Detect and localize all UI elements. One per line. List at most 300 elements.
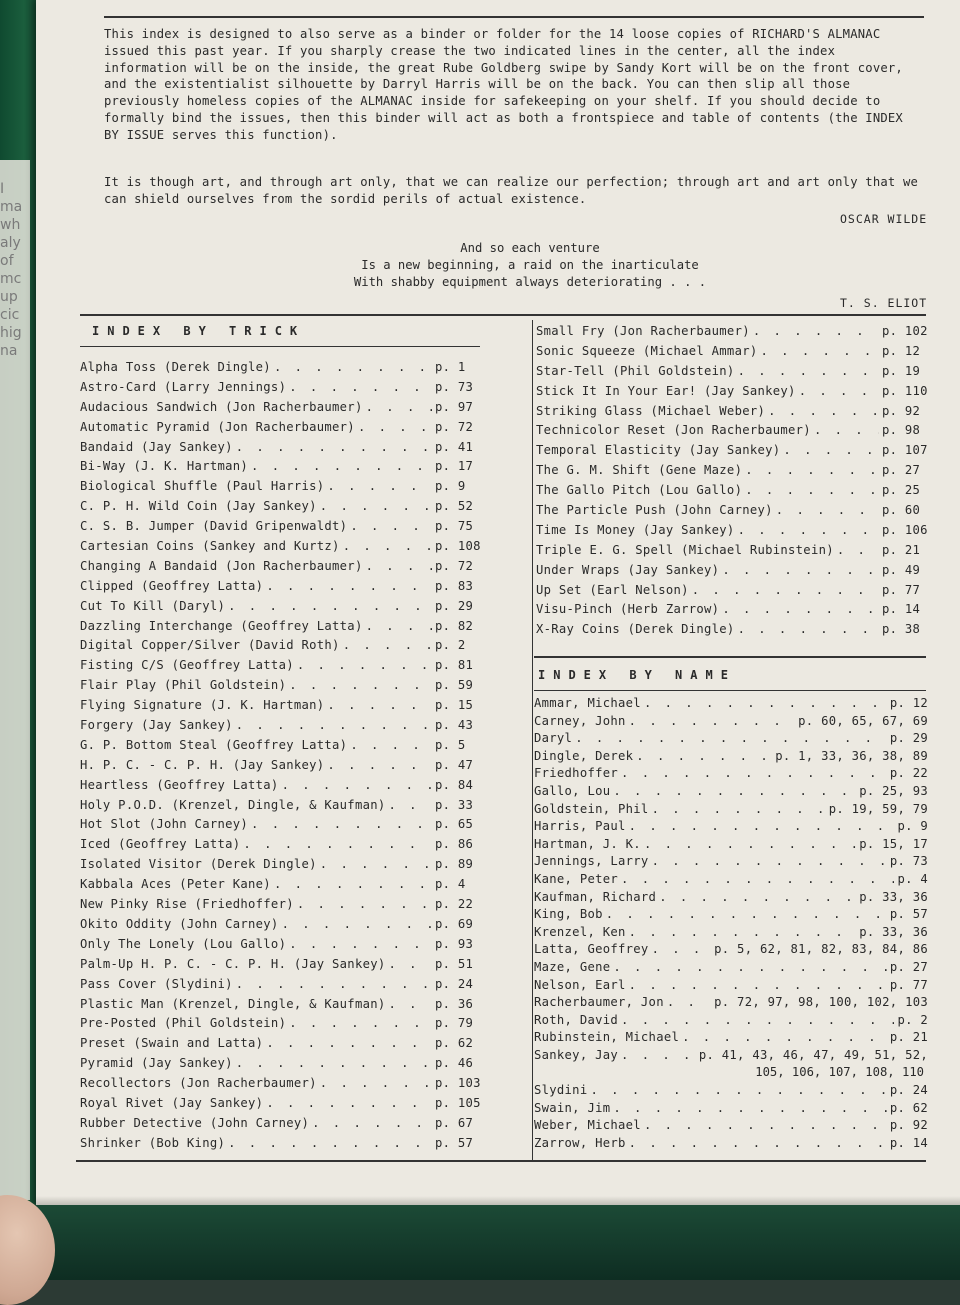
- dot-leader: [236, 440, 432, 454]
- dot-leader: [776, 503, 879, 517]
- trick-title: Triple E. G. Spell (Michael Rubinstein): [536, 542, 834, 557]
- name-label: Hartman, J. K.: [534, 836, 641, 851]
- name-pages: p. 92: [889, 1118, 928, 1133]
- trick-title: H. P. C. - C. P. H. (Jay Sankey): [80, 757, 325, 772]
- trick-entry: [80, 738, 485, 758]
- trick-title: Pre-Posted (Phil Goldstein): [80, 1016, 287, 1031]
- dot-leader: [297, 658, 432, 672]
- name-pages: p. 33, 36: [859, 889, 928, 904]
- dot-leader: [389, 997, 433, 1011]
- name-label: Rubinstein, Michael: [534, 1030, 680, 1045]
- name-entry: [534, 714, 928, 732]
- trick-title: Cut To Kill (Daryl): [80, 598, 226, 613]
- trick-page: p. 97: [435, 399, 474, 414]
- dot-leader: [350, 738, 432, 752]
- trick-entry: [80, 798, 485, 818]
- dot-leader: [761, 344, 880, 358]
- intro-paragraph: This index is designed to also serve as a binder or folder for the 14 loose copies of RICHARD'S ALMANAC issued this past year. If you sharply crease the two indicated lines in the center, all the index information will be on the inside, the great Rube Goldberg swipe by Sandy Kort will be on the front cover, and the existentialist silhouette by Darryl Harris will be on the back. You can then slip all those previously homeless copies of the ALMANAC inside for safekeeping on your shelf. If you should decide to formally bind the issues, then this binder will act as both a frontspiece and table of contents (the INDEX BY ISSUE serves this function).: [104, 27, 903, 142]
- dot-leader: [644, 837, 856, 851]
- name-label: Goldstein, Phil: [534, 801, 649, 816]
- name-entry: [534, 872, 928, 890]
- trick-page: p. 98: [882, 423, 921, 438]
- trick-title: Up Set (Earl Nelson): [536, 582, 689, 597]
- name-entry: [534, 784, 928, 802]
- dot-leader: [289, 380, 432, 394]
- dot-leader: [606, 907, 887, 921]
- trick-title: The Gallo Pitch (Lou Gallo): [536, 483, 743, 498]
- trick-entry: [536, 602, 928, 622]
- trick-title: Cartesian Coins (Sankey and Kurtz): [80, 539, 340, 554]
- name-heading-rule: [534, 690, 926, 691]
- dot-leader: [274, 360, 432, 374]
- trick-page: p. 79: [435, 1016, 474, 1031]
- dot-leader: [682, 1030, 887, 1044]
- trick-entry: [536, 364, 928, 384]
- trick-heading-rule: [80, 346, 480, 347]
- name-label: Friedhoffer: [534, 766, 619, 781]
- index-top-rule: [80, 314, 926, 316]
- trick-entry: [80, 837, 485, 857]
- name-entry: [534, 1118, 928, 1136]
- trick-entry: [536, 483, 928, 503]
- dot-leader: [289, 937, 432, 951]
- trick-title: The G. M. Shift (Gene Maze): [536, 463, 743, 478]
- trick-page: p. 38: [882, 622, 921, 637]
- trick-entry: [536, 583, 928, 603]
- name-entry: [534, 960, 928, 978]
- name-entry: [534, 907, 928, 925]
- trick-entry: [80, 539, 485, 559]
- name-entry: [534, 766, 928, 784]
- trick-index-heading: INDEX BY TRICK: [92, 324, 306, 338]
- name-label: Dingle, Derek: [534, 748, 634, 763]
- name-pages: p. 33, 36: [859, 924, 928, 939]
- trick-page: p. 83: [435, 578, 474, 593]
- dot-leader: [327, 758, 432, 772]
- name-label: Sankey, Jay: [534, 1047, 619, 1062]
- trick-entry: [536, 543, 928, 563]
- dot-leader: [320, 857, 432, 871]
- dot-leader: [837, 543, 879, 557]
- trick-page: p. 92: [882, 403, 921, 418]
- name-label: Nelson, Earl: [534, 977, 626, 992]
- trick-entry: [80, 1076, 485, 1096]
- name-pages: p. 62: [889, 1100, 928, 1115]
- dot-leader: [652, 942, 712, 956]
- dot-leader: [282, 778, 432, 792]
- trick-title: Biological Shuffle (Paul Harris): [80, 479, 325, 494]
- trick-title: Technicolor Reset (Jon Racherbaumer): [536, 423, 811, 438]
- column-divider: [532, 320, 533, 1160]
- trick-title: G. P. Bottom Steal (Geoffrey Latta): [80, 737, 348, 752]
- trick-entry: [80, 917, 485, 937]
- dot-leader: [389, 957, 433, 971]
- trick-entry: [536, 443, 928, 463]
- trick-page: p. 25: [882, 483, 921, 498]
- name-pages: p. 12: [889, 696, 928, 710]
- trick-page: p. 75: [435, 519, 474, 534]
- underlying-text-line: hig: [0, 325, 22, 341]
- trick-title: Digital Copper/Silver (David Roth): [80, 638, 340, 653]
- trick-page: p. 77: [882, 582, 921, 597]
- dot-leader: [745, 463, 879, 477]
- name-top-rule: [534, 656, 926, 658]
- trick-title: X-Ray Coins (Derek Dingle): [536, 622, 735, 637]
- dot-leader: [692, 583, 879, 597]
- dot-leader: [236, 977, 432, 991]
- trick-page: p. 17: [435, 459, 474, 474]
- dot-leader: [274, 877, 432, 891]
- trick-title: Pass Cover (Slydini): [80, 976, 233, 991]
- name-label: Roth, David: [534, 1012, 619, 1027]
- trick-title: Only The Lonely (Lou Gallo): [80, 936, 287, 951]
- dot-leader: [738, 622, 879, 636]
- trick-entry: [80, 499, 485, 519]
- trick-entry: [80, 380, 485, 400]
- trick-entry: [80, 599, 485, 619]
- trick-title: Changing A Bandaid (Jon Racherbaumer): [80, 558, 363, 573]
- trick-title: C. S. B. Jumper (David Gripenwaldt): [80, 519, 348, 534]
- dot-leader: [289, 1016, 432, 1030]
- dot-leader: [343, 638, 432, 652]
- trick-entry: [80, 459, 485, 479]
- trick-entry: [80, 519, 485, 539]
- trick-entry: [80, 1016, 485, 1036]
- name-index-heading: INDEX BY NAME: [538, 668, 736, 682]
- trick-entry: [536, 523, 928, 543]
- name-entry: [534, 1136, 928, 1154]
- trick-page: p. 2: [435, 638, 466, 653]
- name-pages: p. 1, 33, 36, 38, 89: [775, 748, 928, 763]
- trick-title: Pyramid (Jay Sankey): [80, 1056, 233, 1071]
- trick-entry: [536, 463, 928, 483]
- name-pages: p. 25, 93: [859, 783, 928, 798]
- trick-page: p. 24: [435, 976, 474, 991]
- name-entry: [534, 731, 928, 749]
- dot-leader: [266, 579, 432, 593]
- name-label: Gallo, Lou: [534, 783, 611, 798]
- trick-page: p. 60: [882, 503, 921, 518]
- name-label: King, Bob: [534, 907, 603, 922]
- trick-title: Flying Signature (J. K. Hartman): [80, 698, 325, 713]
- trick-entry: [536, 503, 928, 523]
- trick-title: Holy P.O.D. (Krenzel, Dingle, & Kaufman): [80, 797, 386, 812]
- dot-leader: [243, 837, 432, 851]
- dot-leader: [320, 499, 432, 513]
- trick-page: p. 51: [435, 956, 474, 971]
- name-label: Kane, Peter: [534, 871, 619, 886]
- name-pages: p. 5, 62, 81, 82, 83, 84, 86: [714, 942, 928, 957]
- dot-leader: [799, 384, 879, 398]
- trick-page: p. 93: [435, 936, 474, 951]
- trick-page: p. 5: [435, 737, 466, 752]
- dot-leader: [636, 749, 772, 763]
- dot-leader: [738, 523, 879, 537]
- name-label: Slydini: [534, 1083, 588, 1098]
- trick-title: Bi-Way (J. K. Hartman): [80, 459, 249, 474]
- name-pages: p. 60, 65, 67, 69: [798, 713, 928, 728]
- underlying-text-line: of: [0, 253, 14, 269]
- name-pages: p. 4: [897, 871, 928, 886]
- trick-title: Star-Tell (Phil Goldstein): [536, 363, 735, 378]
- dot-leader: [652, 854, 887, 868]
- trick-page: p. 36: [435, 996, 474, 1011]
- trick-title: Time Is Money (Jay Sankey): [536, 522, 735, 537]
- name-pages: p. 9: [897, 819, 928, 834]
- underlying-text-line: cic: [0, 307, 20, 323]
- trick-page: p. 15: [435, 698, 474, 713]
- trick-entry: [80, 957, 485, 977]
- name-index-list: [534, 696, 928, 1153]
- trick-title: Alpha Toss (Derek Dingle): [80, 360, 271, 374]
- underlying-text-line: mc: [0, 271, 22, 287]
- trick-entry: [536, 324, 928, 344]
- name-pages-continued: 105, 106, 107, 108, 110: [755, 1065, 924, 1080]
- dot-leader: [613, 784, 856, 798]
- eliot-line: Is a new beginning, a raid on the inarticulate: [361, 258, 699, 272]
- trick-entry: [80, 778, 485, 798]
- trick-title: The Particle Push (John Carney): [536, 503, 773, 518]
- trick-entry: [80, 997, 485, 1017]
- trick-title: Visu-Pinch (Herb Zarrow): [536, 602, 720, 617]
- trick-title: Palm-Up H. P. C. - C. P. H. (Jay Sankey): [80, 956, 386, 971]
- name-entry: [534, 1101, 928, 1119]
- dot-leader: [814, 423, 879, 437]
- trick-page: p. 41: [435, 439, 474, 454]
- underlying-text-line: wh: [0, 217, 21, 233]
- dot-leader: [629, 714, 796, 728]
- trick-page: p. 106: [882, 522, 928, 537]
- name-entry: [534, 978, 928, 996]
- dot-leader: [327, 479, 432, 493]
- trick-entry: [536, 622, 928, 642]
- trick-title: Okito Oddity (John Carney): [80, 916, 279, 931]
- trick-page: p. 27: [882, 463, 921, 478]
- trick-entry: [80, 400, 485, 420]
- trick-page: p. 103: [435, 1076, 481, 1091]
- book-cover-bottom: [0, 1205, 960, 1280]
- trick-page: p. 49: [882, 562, 921, 577]
- trick-title: Rubber Detective (John Carney): [80, 1115, 310, 1130]
- trick-page: p. 12: [882, 343, 921, 358]
- dot-leader: [738, 364, 879, 378]
- index-bottom-rule: [76, 1160, 926, 1162]
- dot-leader: [236, 718, 432, 732]
- trick-title: Hot Slot (John Carney): [80, 817, 249, 832]
- trick-page: p. 102: [882, 324, 928, 338]
- name-pages: p. 27: [889, 959, 928, 974]
- trick-entry: [80, 817, 485, 837]
- name-pages: p. 15, 17: [859, 836, 928, 851]
- dot-leader: [228, 599, 432, 613]
- trick-title: Astro-Card (Larry Jennings): [80, 379, 287, 394]
- dot-leader: [358, 420, 432, 434]
- trick-title: Bandaid (Jay Sankey): [80, 439, 233, 454]
- trick-entry: [80, 718, 485, 738]
- trick-page: p. 65: [435, 817, 474, 832]
- trick-entry: [80, 1116, 485, 1136]
- name-entry: [534, 696, 928, 714]
- trick-page: p. 47: [435, 757, 474, 772]
- trick-index-right-column: [536, 324, 928, 642]
- name-label: Daryl: [534, 731, 573, 746]
- trick-title: Plastic Man (Krenzel, Dingle, & Kaufman): [80, 996, 386, 1011]
- name-label: Latta, Geoffrey: [534, 942, 649, 957]
- name-entry: [534, 942, 928, 960]
- trick-page: p. 1: [435, 360, 466, 374]
- trick-entry: [80, 440, 485, 460]
- dot-leader: [266, 1036, 432, 1050]
- name-label: Kaufman, Richard: [534, 889, 657, 904]
- name-entry: [534, 995, 928, 1013]
- name-entry: [534, 1083, 928, 1101]
- trick-entry: [80, 857, 485, 877]
- trick-entry: [80, 479, 485, 499]
- trick-page: p. 73: [435, 379, 474, 394]
- trick-title: Heartless (Geoffrey Latta): [80, 777, 279, 792]
- trick-entry: [80, 698, 485, 718]
- dot-leader: [312, 1116, 432, 1130]
- name-entry: [534, 1013, 928, 1031]
- dot-leader: [629, 1136, 887, 1150]
- dot-leader: [621, 1013, 894, 1027]
- dot-leader: [667, 995, 711, 1009]
- trick-page: p. 4: [435, 877, 466, 892]
- name-label: Jennings, Larry: [534, 854, 649, 869]
- name-pages: p. 41, 43, 46, 47, 49, 51, 52,: [698, 1047, 928, 1062]
- name-entry: [534, 819, 928, 837]
- name-pages: p. 24: [889, 1083, 928, 1098]
- dot-leader: [753, 324, 879, 338]
- name-label: Harris, Paul: [534, 819, 626, 834]
- trick-page: p. 19: [882, 363, 921, 378]
- trick-page: p. 84: [435, 777, 474, 792]
- dot-leader: [327, 698, 432, 712]
- name-entry: [534, 802, 928, 820]
- trick-entry: [536, 344, 928, 364]
- trick-entry: [80, 579, 485, 599]
- trick-title: Recollectors (Jon Racherbaumer): [80, 1076, 317, 1091]
- underlying-text-line: I: [0, 181, 5, 197]
- trick-entry: [536, 423, 928, 443]
- trick-entry: [80, 897, 485, 917]
- trick-page: p. 52: [435, 499, 474, 514]
- dot-leader: [629, 819, 895, 833]
- trick-entry: [536, 404, 928, 424]
- name-entry: [534, 1048, 928, 1066]
- trick-entry: [80, 559, 485, 579]
- eliot-line: And so each venture: [460, 241, 600, 255]
- trick-title: Automatic Pyramid (Jon Racherbaumer): [80, 419, 355, 434]
- trick-page: p. 14: [882, 602, 921, 617]
- trick-page: p. 43: [435, 718, 474, 733]
- trick-title: Fisting C/S (Geoffrey Latta): [80, 658, 294, 673]
- eliot-quote: [300, 240, 760, 291]
- trick-entry: [80, 877, 485, 897]
- dot-leader: [266, 1096, 432, 1110]
- wilde-author: OSCAR WILDE: [840, 212, 928, 226]
- name-entry: [534, 749, 928, 767]
- name-label: Zarrow, Herb: [534, 1135, 626, 1150]
- dot-leader: [621, 1048, 696, 1062]
- trick-title: Clipped (Geoffrey Latta): [80, 578, 264, 593]
- trick-entry: [80, 1036, 485, 1056]
- trick-title: Temporal Elasticity (Jay Sankey): [536, 443, 781, 458]
- dot-leader: [343, 539, 432, 553]
- dot-leader: [768, 404, 879, 418]
- trick-title: C. P. H. Wild Coin (Jay Sankey): [80, 499, 317, 514]
- trick-page: p. 46: [435, 1056, 474, 1071]
- trick-entry: [536, 563, 928, 583]
- trick-page: p. 81: [435, 658, 474, 673]
- name-entry: [534, 925, 928, 943]
- trick-entry: [80, 937, 485, 957]
- trick-page: p. 59: [435, 678, 474, 693]
- underlying-text-line: aly: [0, 235, 21, 251]
- trick-page: p. 62: [435, 1036, 474, 1051]
- trick-title: Sonic Squeeze (Michael Ammar): [536, 343, 758, 358]
- dot-leader: [621, 872, 894, 886]
- underlying-text-line: up: [0, 289, 18, 305]
- name-label: Krenzel, Ken: [534, 924, 626, 939]
- wilde-quote: It is though art, and through art only, that we can realize our perfection; through art and art only that we can shield ourselves from the sordid perils of actual existence.: [104, 175, 919, 206]
- name-pages: p. 22: [889, 766, 928, 781]
- underlying-text-line: ma: [0, 199, 23, 215]
- name-label: Weber, Michael: [534, 1118, 641, 1133]
- trick-title: Audacious Sandwich (Jon Racherbaumer): [80, 399, 363, 414]
- trick-page: p. 110: [882, 383, 928, 398]
- trick-entry: [80, 1056, 485, 1076]
- trick-page: p. 108: [435, 539, 481, 554]
- name-entry: [534, 890, 928, 908]
- name-label: Maze, Gene: [534, 959, 611, 974]
- name-label: Ammar, Michael: [534, 696, 641, 710]
- trick-page: p. 67: [435, 1115, 474, 1130]
- trick-entry: [80, 1136, 485, 1156]
- name-pages: p. 14: [889, 1135, 928, 1150]
- name-pages: p. 29: [889, 731, 928, 746]
- trick-entry: [80, 638, 485, 658]
- name-pages: p. 57: [889, 907, 928, 922]
- trick-page: p. 57: [435, 1135, 474, 1150]
- dot-leader: [745, 483, 879, 497]
- underlying-text-line: na: [0, 343, 18, 359]
- dot-leader: [722, 602, 879, 616]
- underlying-page-text: [0, 180, 28, 360]
- name-label: Carney, John: [534, 713, 626, 728]
- dot-leader: [613, 1101, 886, 1115]
- trick-page: p. 9: [435, 479, 466, 494]
- name-label: Swain, Jim: [534, 1100, 611, 1115]
- trick-entry: [80, 658, 485, 678]
- dot-leader: [228, 1136, 432, 1150]
- dot-leader: [320, 1076, 432, 1090]
- name-pages: p. 72, 97, 98, 100, 102, 103: [714, 995, 928, 1010]
- trick-page: p. 86: [435, 837, 474, 852]
- trick-entry: [80, 1096, 485, 1116]
- name-pages: p. 73: [889, 854, 928, 869]
- trick-page: p. 72: [435, 419, 474, 434]
- dot-leader: [590, 1083, 886, 1097]
- dot-leader: [251, 817, 432, 831]
- name-pages: p. 21: [889, 1030, 928, 1045]
- trick-entry: [80, 758, 485, 778]
- eliot-line: With shabby equipment always deteriorating . . .: [353, 275, 707, 289]
- dot-leader: [652, 802, 826, 816]
- trick-page: p. 107: [882, 443, 928, 458]
- trick-title: Forgery (Jay Sankey): [80, 718, 233, 733]
- trick-title: Preset (Swain and Latta): [80, 1036, 264, 1051]
